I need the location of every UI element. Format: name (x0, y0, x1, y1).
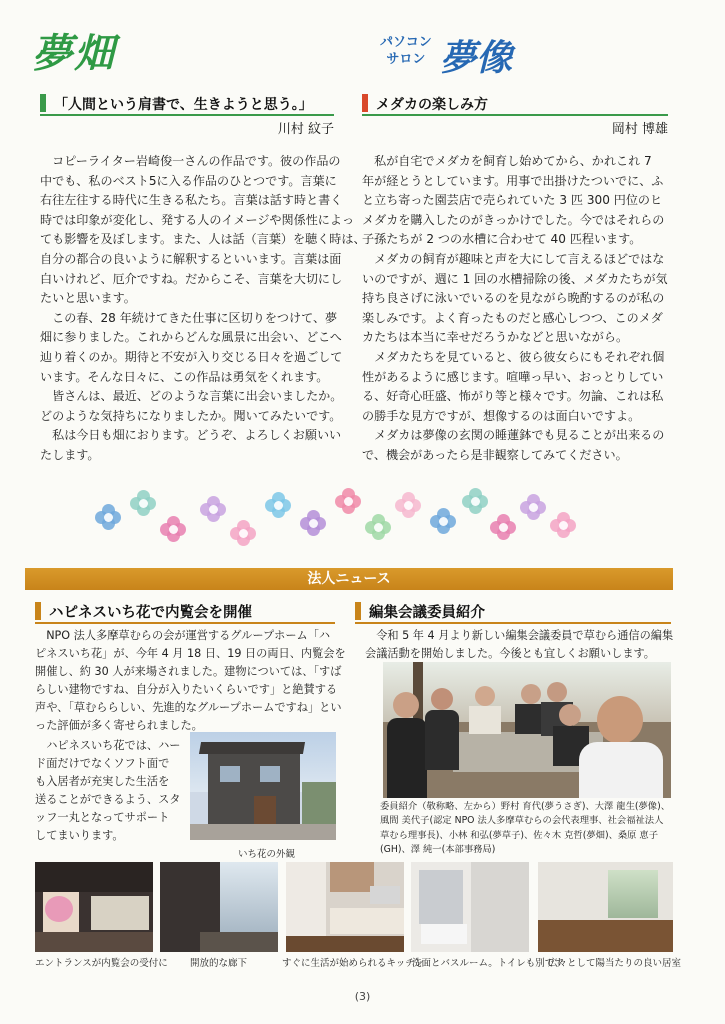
pc-salon-logo (380, 34, 432, 68)
news-right-bar (355, 602, 361, 620)
text-line: 草むら理事長)、小林 和弘(夢草子)、佐々木 克哲(夢畑)、桑原 恵子 (380, 829, 659, 841)
flower-icon (230, 520, 256, 546)
text-line: コピーライター岩崎俊一さんの作品です。彼の作品の (52, 154, 341, 168)
committee-photo (383, 662, 671, 798)
text-line: 自分の都合の良いように解釈するといいます。言葉は面 (40, 251, 342, 266)
news-right-header (355, 600, 671, 624)
news-bar: 法人ニュース (25, 568, 673, 590)
text-line: たいと思います。 (40, 291, 136, 306)
text-line: の勝手な見方ですが、想像するのは面白いですよ。 (362, 408, 641, 423)
text-line: 性があるように感じます。喧嘩っ早い、おっとりしてい (362, 369, 664, 384)
flower-icon (490, 514, 516, 540)
flower-icon (335, 488, 361, 514)
flower-icon (462, 488, 488, 514)
left-article-header (40, 92, 334, 116)
left-article-author: 川村 紋子 (277, 122, 334, 137)
photo-caption-2: 開放的な廊下 (190, 958, 248, 969)
text-line: ド面だけでなくソフト面で (35, 757, 170, 770)
bathroom-photo (411, 862, 529, 952)
text-line: 白いけれど、厄介ですね。だからこそ、言葉を大切にし (40, 271, 343, 286)
flower-icon (160, 516, 186, 542)
flower-decoration (90, 484, 590, 556)
text-line: カたちは本当に幸せだろうかなどと思いながら。 (362, 330, 629, 345)
photo-caption-1: エントランスが内覧会の受付に (35, 958, 168, 969)
text-line: メダカを購入したのがきっかけでした。今ではそれらの (362, 212, 665, 227)
news-left-title: ハピネスいち花で内覧会を開催 (49, 605, 252, 621)
flower-icon (130, 490, 156, 516)
text-line: (GH)、澤 純一(本部事務局) (380, 843, 496, 855)
photo-caption-5: 広々として陽当たりの良い居室 (548, 958, 682, 969)
text-line: ハピネスいち花では、ハー (46, 739, 181, 752)
flower-icon (395, 492, 421, 518)
text-line: 子孫たちが 2 つの水槽に合わせて 40 匹程います。 (362, 232, 642, 247)
right-article-header (362, 92, 668, 116)
text-line: った評価が多く寄せられました。 (35, 719, 203, 732)
text-line: 皆さんは、最近、どのような言葉に出会いましたか。 (52, 389, 343, 404)
committee-caption (380, 800, 680, 857)
text-line: 辿り着くのか。期待と不安が入り交じる日々を過ごして (40, 349, 343, 364)
right-article-author: 岡村 博雄 (611, 122, 668, 137)
photo-caption-4: 洗面とバスルーム。トイレも別です (412, 958, 564, 969)
text-line: らしい建物ですね、自分が入りたいくらいです」と絶賛する (35, 683, 338, 696)
text-line: ッフ一丸となってサポート (35, 811, 170, 824)
yumezo-logo: 夢像 (440, 37, 513, 79)
flower-icon (365, 514, 391, 540)
text-line: 右往左往する時代に生きる私たち。言葉は話す時と書く (40, 193, 343, 208)
text-line: 中でも、私のベスト5に入る作品のひとつです。言葉に (40, 173, 337, 188)
text-line: NPO 法人多摩草むらの会が運営するグループホーム「ハ (46, 629, 331, 642)
corridor-photo (160, 862, 278, 952)
text-line: この春、28 年続けてきた仕事に区切りをつけて、夢 (52, 310, 338, 325)
text-line: 風間 美代子(認定 NPO 法人多摩草むらの会代表理事、社会福祉法人 (380, 815, 664, 827)
text-line: います。そんな日々に、この作品は勇気をくれます。 (40, 369, 329, 384)
pc-salon-logo-line2: サロン (386, 52, 426, 67)
flower-icon (265, 492, 291, 518)
entrance-photo (35, 862, 153, 952)
left-article-body (40, 152, 366, 466)
text-line: メダカたちを見ていると、彼ら彼女らにもそれぞれ個 (374, 349, 665, 364)
text-line: してまいります。 (35, 829, 124, 842)
flower-icon (550, 512, 576, 538)
text-line: 委員紹介（敬称略、左から）野村 育代(夢うさぎ)、大澤 龍生(夢像)、 (380, 801, 671, 812)
text-line: 私は今日も畑におります。どうぞ、よろしくお願いい (52, 428, 342, 443)
left-article-title: 「人間という肩書で、生きようと思う。」 (54, 97, 313, 113)
news-right-body (365, 627, 677, 663)
text-line: 声や、「草むららしい、先進的なグループホームですね」とい (35, 701, 342, 714)
news-left-bar (35, 602, 41, 620)
photo-caption-3: すぐに生活が始められるキッチン (282, 958, 424, 969)
text-line: る、好奇心旺盛、怖がり等と様々です。勿論、これは私 (362, 389, 664, 404)
room-photo (538, 862, 673, 952)
text-line: 令和 5 年 4 月より新しい編集会議委員で草むら通信の編集 (376, 629, 674, 642)
news-left-header (35, 600, 335, 624)
text-line: 私が自宅でメダカを飼育し始めてから、かれこれ 7 (374, 154, 652, 168)
right-article-body (362, 152, 670, 466)
text-line: 楽しみです。よく育ったものだと感心しつつ、このメダ (362, 310, 663, 325)
building-caption: いち花の外観 (238, 849, 296, 860)
text-line: 年が経とうとしています。用事で出掛けたついでに、ふ (362, 173, 664, 188)
text-line: メダカは夢像の玄関の睡蓮鉢でも見ることが出来るの (374, 428, 665, 443)
flower-icon (430, 508, 456, 534)
left-article-bar (40, 94, 46, 112)
building-photo (190, 732, 336, 840)
text-line: メダカの飼育が趣味と声を大にして言えるほどではな (374, 251, 665, 266)
yumebatake-logo: 夢畑 (32, 30, 116, 77)
news-left-body2 (35, 737, 187, 845)
text-line: 送ることができるよう、スタ (35, 793, 181, 806)
right-article-title: メダカの楽しみ方 (376, 97, 488, 113)
text-line: 畑に参りました。これからどんな風景に出会い、どこへ (40, 330, 342, 345)
news-left-body (35, 627, 346, 735)
text-line: ても影響を及ぼします。また、人は話（言葉）を聴く時は、 (40, 232, 366, 247)
flower-icon (200, 496, 226, 522)
text-line: と立ち寄った園芸店で売られていた 3 匹 300 円位のヒ (362, 193, 663, 208)
text-line: どのような気持ちになりましたか。聞いてみたいです。 (40, 408, 342, 423)
text-line: いのですが、週に 1 回の水槽掃除の後、メダカたちが気 (362, 271, 668, 286)
text-line: 時では印象が変化し、発する人のイメージや関係性によっ (40, 212, 355, 227)
flower-icon (520, 494, 546, 520)
pc-salon-logo-line1: パソコン (380, 35, 432, 50)
text-line: で、機会があったら是非観察してみてください。 (362, 447, 628, 462)
text-line: 持ち良さげに泳いでいるのを見ながら晩酌するのが私の (362, 291, 665, 306)
text-line: 会議活動を開始しました。今後とも宜しくお願いします。 (365, 647, 655, 660)
flower-icon (300, 510, 326, 536)
flower-icon (95, 504, 121, 530)
right-article-bar (362, 94, 368, 112)
kitchen-photo (286, 862, 404, 952)
news-right-title: 編集会議委員紹介 (369, 605, 485, 621)
text-line: 開催し、約 30 人が来場されました。建物については、「すば (35, 665, 342, 678)
text-line: たします。 (40, 447, 100, 462)
text-line: ピネスいち花」が、今年 4 月 18 日、19 日の両日、内覧会を (35, 647, 346, 660)
page-number: (3) (354, 990, 371, 1003)
text-line: も入居者が充実した生活を (35, 775, 170, 788)
